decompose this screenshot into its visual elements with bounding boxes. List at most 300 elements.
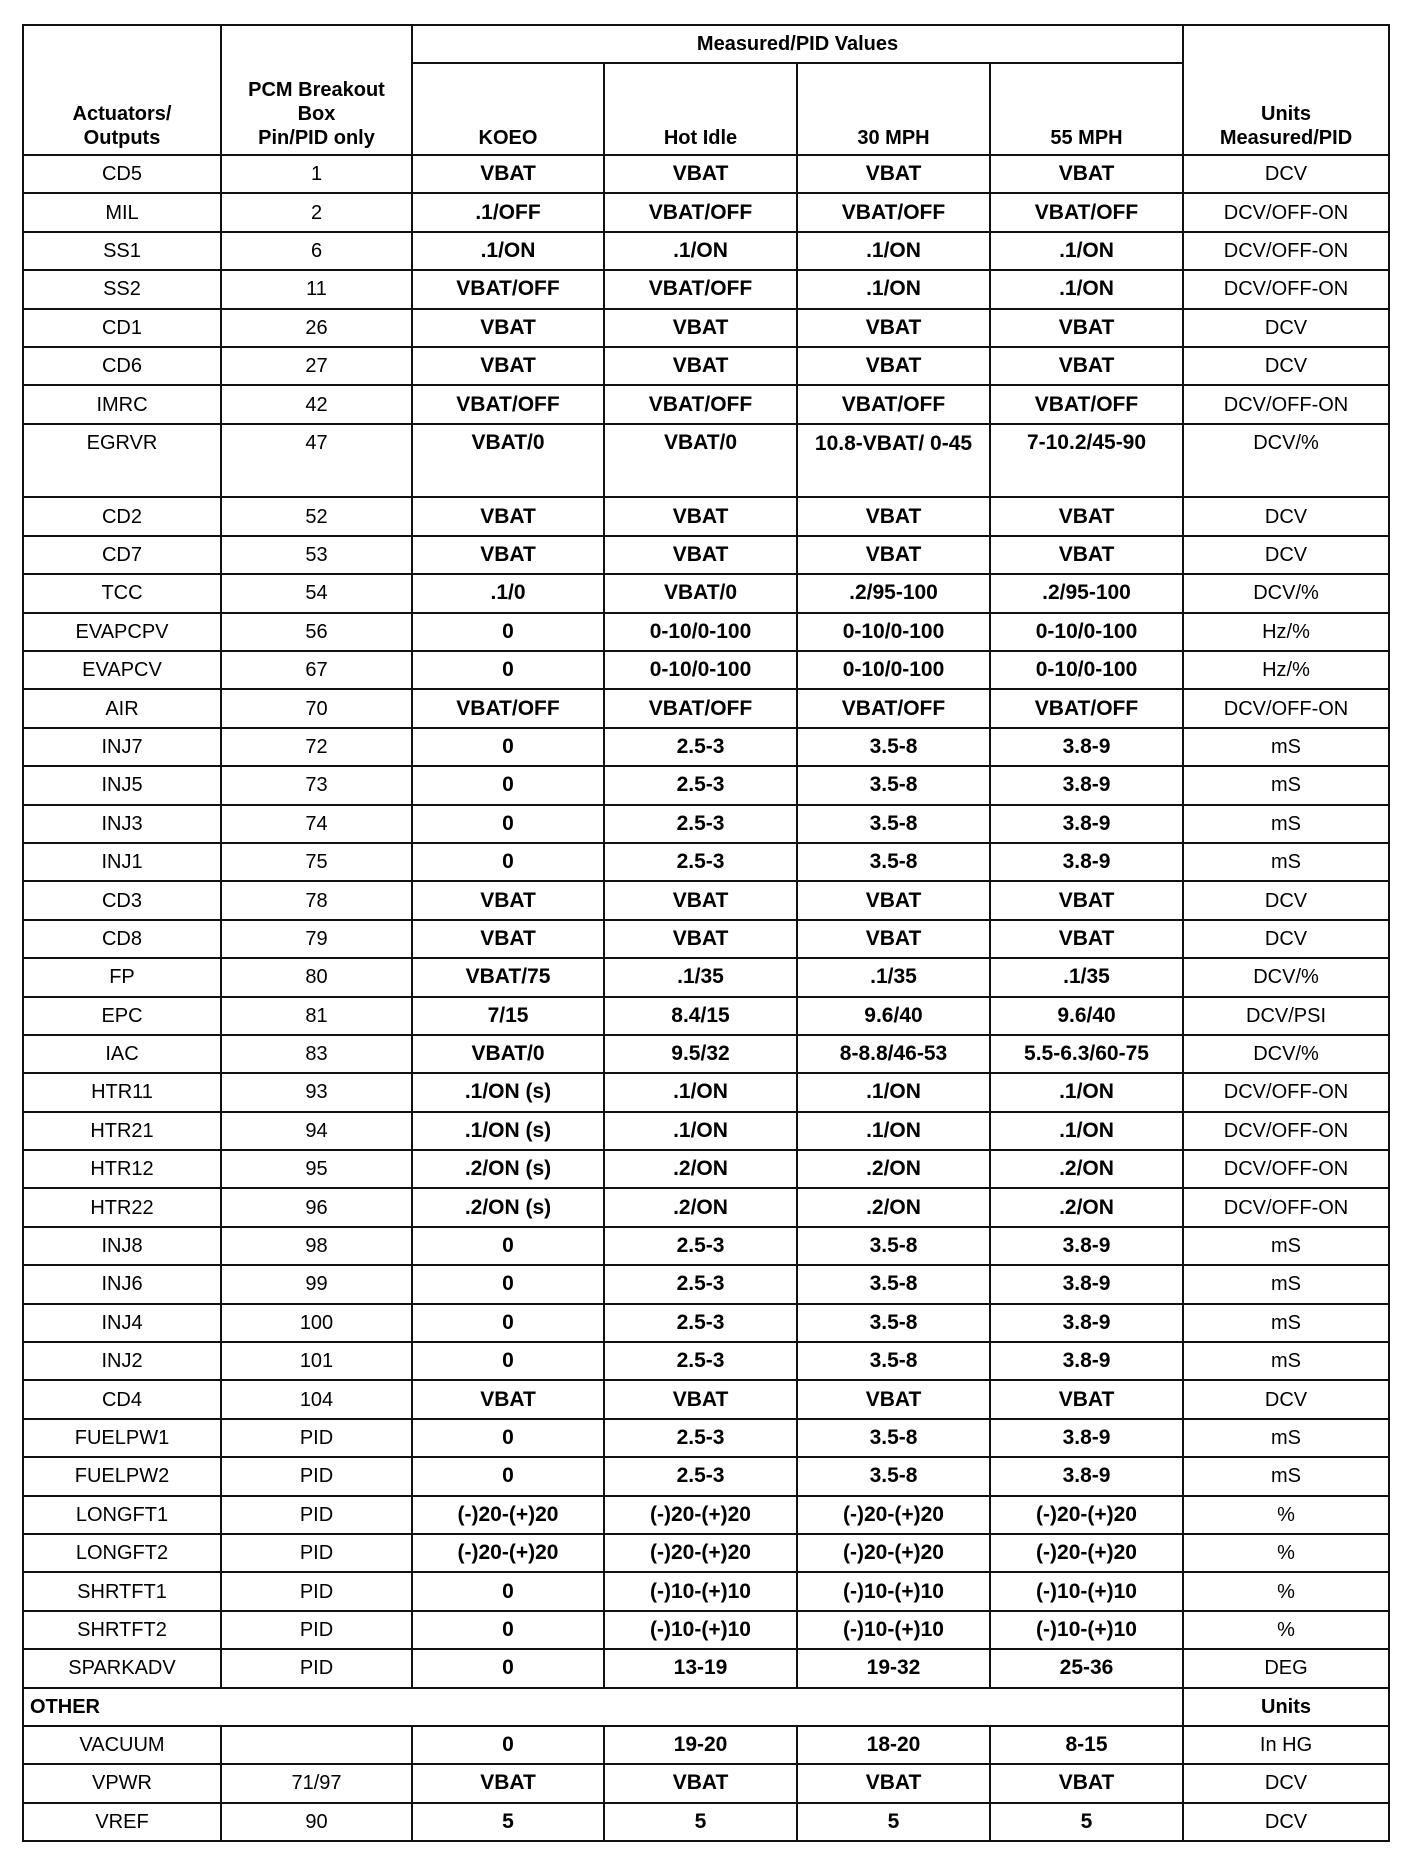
header-pcm-breakout: PCM Breakout Box Pin/PID only — [221, 25, 412, 155]
hot-idle-value: .1/ON — [604, 1073, 797, 1111]
table-row — [23, 881, 1389, 919]
pin-value: 80 — [221, 958, 412, 996]
table-row — [23, 689, 1389, 727]
table-row — [23, 1227, 1389, 1265]
mph55-value: 3.8-9 — [990, 728, 1183, 766]
actuator-name: INJ8 — [23, 1227, 221, 1265]
table-row — [23, 497, 1389, 535]
actuator-name: CD5 — [23, 155, 221, 193]
other-section — [23, 1688, 1389, 1841]
hot-idle-value: 2.5-3 — [604, 1265, 797, 1303]
koeo-value: VBAT/0 — [412, 1035, 604, 1073]
mph55-value: .2/95-100 — [990, 574, 1183, 612]
hot-idle-value: 0-10/0-100 — [604, 613, 797, 651]
mph55-value: 3.8-9 — [990, 1457, 1183, 1495]
mph30-value: 19-32 — [797, 1649, 990, 1688]
actuator-name: INJ1 — [23, 843, 221, 881]
koeo-value: VBAT — [412, 881, 604, 919]
table-row — [23, 155, 1389, 193]
mph30-value: 10.8-VBAT/ 0-45 — [797, 424, 990, 498]
koeo-value: 0 — [412, 651, 604, 689]
pin-value: 99 — [221, 1265, 412, 1303]
koeo-value: 0 — [412, 1726, 604, 1764]
mph30-value: 3.5-8 — [797, 1457, 990, 1495]
hot-idle-value: (-)10-(+)10 — [604, 1611, 797, 1649]
units-value: mS — [1183, 1227, 1389, 1265]
actuator-name: MIL — [23, 193, 221, 231]
koeo-value: 0 — [412, 613, 604, 651]
pin-value: 104 — [221, 1380, 412, 1418]
mph30-value: 3.5-8 — [797, 1265, 990, 1303]
table-row — [23, 1611, 1389, 1649]
pin-value: PID — [221, 1534, 412, 1572]
mph55-value: 7-10.2/45-90 — [990, 424, 1183, 498]
hot-idle-value: (-)10-(+)10 — [604, 1572, 797, 1610]
pin-value: 6 — [221, 232, 412, 270]
pin-value: 74 — [221, 805, 412, 843]
mph55-value: .1/ON — [990, 232, 1183, 270]
pin-value: 54 — [221, 574, 412, 612]
units-value: mS — [1183, 1419, 1389, 1457]
koeo-value: VBAT/OFF — [412, 270, 604, 308]
pin-value: 11 — [221, 270, 412, 308]
hot-idle-value: VBAT/OFF — [604, 193, 797, 231]
mph55-value: 0-10/0-100 — [990, 651, 1183, 689]
pin-value: 72 — [221, 728, 412, 766]
units-value: mS — [1183, 843, 1389, 881]
mph30-value: (-)20-(+)20 — [797, 1534, 990, 1572]
actuator-name: EGRVR — [23, 424, 221, 498]
pin-value: 53 — [221, 536, 412, 574]
koeo-value: 0 — [412, 1265, 604, 1303]
actuator-name: EVAPCV — [23, 651, 221, 689]
mph55-value: 3.8-9 — [990, 805, 1183, 843]
mph30-value: 8-8.8/46-53 — [797, 1035, 990, 1073]
koeo-value: 0 — [412, 1572, 604, 1610]
hot-idle-value: 13-19 — [604, 1649, 797, 1688]
mph30-value: .1/35 — [797, 958, 990, 996]
pin-value: 93 — [221, 1073, 412, 1111]
actuator-name: HTR21 — [23, 1112, 221, 1150]
actuator-name: INJ7 — [23, 728, 221, 766]
table-row — [23, 1188, 1389, 1226]
mph55-value: .1/ON — [990, 1112, 1183, 1150]
actuator-name: CD2 — [23, 497, 221, 535]
pin-value: 71/97 — [221, 1764, 412, 1802]
actuator-name: INJ4 — [23, 1304, 221, 1342]
koeo-value: .1/ON — [412, 232, 604, 270]
hot-idle-value: VBAT — [604, 155, 797, 193]
mph30-value: .1/ON — [797, 232, 990, 270]
pin-value: 78 — [221, 881, 412, 919]
units-value: DCV/OFF-ON — [1183, 193, 1389, 231]
units-value: mS — [1183, 1304, 1389, 1342]
hot-idle-value: VBAT/OFF — [604, 270, 797, 308]
table-row — [23, 1726, 1389, 1764]
koeo-value: (-)20-(+)20 — [412, 1496, 604, 1534]
table-row — [23, 1803, 1389, 1841]
hot-idle-value: VBAT — [604, 347, 797, 385]
units-value: DCV/OFF-ON — [1183, 385, 1389, 423]
actuator-name: SS2 — [23, 270, 221, 308]
units-value: mS — [1183, 1265, 1389, 1303]
mph30-value: VBAT/OFF — [797, 689, 990, 727]
pin-value: 81 — [221, 997, 412, 1035]
pin-value: 75 — [221, 843, 412, 881]
table-row — [23, 997, 1389, 1035]
units-value: DCV/% — [1183, 958, 1389, 996]
units-value: % — [1183, 1534, 1389, 1572]
mph30-value: .2/95-100 — [797, 574, 990, 612]
mph30-value: VBAT — [797, 536, 990, 574]
hot-idle-value: 2.5-3 — [604, 766, 797, 804]
actuator-name: VACUUM — [23, 1726, 221, 1764]
actuator-name: FP — [23, 958, 221, 996]
actuator-name: HTR22 — [23, 1188, 221, 1226]
hot-idle-value: .1/35 — [604, 958, 797, 996]
actuator-name: EPC — [23, 997, 221, 1035]
hot-idle-value: VBAT — [604, 309, 797, 347]
units-value: DCV — [1183, 347, 1389, 385]
header-measured-group: Measured/PID Values — [412, 25, 1183, 63]
koeo-value: 0 — [412, 1649, 604, 1688]
units-value: DCV — [1183, 1803, 1389, 1841]
mph55-value: 9.6/40 — [990, 997, 1183, 1035]
mph30-value: .1/ON — [797, 1112, 990, 1150]
mph30-value: .1/ON — [797, 270, 990, 308]
hot-idle-value: 2.5-3 — [604, 1227, 797, 1265]
table-row — [23, 536, 1389, 574]
actuator-name: HTR11 — [23, 1073, 221, 1111]
pin-value: 101 — [221, 1342, 412, 1380]
mph30-value: 3.5-8 — [797, 1419, 990, 1457]
header-55mph: 55 MPH — [990, 63, 1183, 155]
mph55-value: VBAT — [990, 881, 1183, 919]
pin-value — [221, 1726, 412, 1764]
mph30-value: VBAT — [797, 155, 990, 193]
units-value: DCV — [1183, 497, 1389, 535]
mph30-value: 3.5-8 — [797, 1342, 990, 1380]
mph30-value: 3.5-8 — [797, 843, 990, 881]
hot-idle-value: VBAT — [604, 1380, 797, 1418]
mph30-value: VBAT — [797, 881, 990, 919]
table-row — [23, 805, 1389, 843]
mph30-value: 3.5-8 — [797, 1227, 990, 1265]
mph30-value: VBAT/OFF — [797, 193, 990, 231]
table-row — [23, 1764, 1389, 1802]
units-value: Hz/% — [1183, 613, 1389, 651]
koeo-value: 0 — [412, 1419, 604, 1457]
table-row — [23, 1419, 1389, 1457]
mph55-value: 3.8-9 — [990, 843, 1183, 881]
koeo-value: VBAT — [412, 347, 604, 385]
table-row — [23, 1112, 1389, 1150]
hot-idle-value: (-)20-(+)20 — [604, 1534, 797, 1572]
hot-idle-value: 0-10/0-100 — [604, 651, 797, 689]
units-value: DCV — [1183, 155, 1389, 193]
actuator-name: HTR12 — [23, 1150, 221, 1188]
units-value: DCV — [1183, 881, 1389, 919]
mph55-value: .1/ON — [990, 1073, 1183, 1111]
pin-value: 90 — [221, 1803, 412, 1841]
header-30mph: 30 MPH — [797, 63, 990, 155]
mph30-value: VBAT — [797, 920, 990, 958]
hot-idle-value: .1/ON — [604, 1112, 797, 1150]
koeo-value: VBAT — [412, 309, 604, 347]
mph30-value: VBAT — [797, 1764, 990, 1802]
hot-idle-value: VBAT/0 — [604, 424, 797, 498]
koeo-value: VBAT/0 — [412, 424, 604, 498]
actuator-name: TCC — [23, 574, 221, 612]
hot-idle-value: 2.5-3 — [604, 1419, 797, 1457]
pin-value: PID — [221, 1649, 412, 1688]
units-value: mS — [1183, 805, 1389, 843]
units-value: DCV/% — [1183, 424, 1389, 498]
mph55-value: 5 — [990, 1803, 1183, 1841]
table-row — [23, 193, 1389, 231]
koeo-value: VBAT — [412, 1380, 604, 1418]
mph55-value: 3.8-9 — [990, 1227, 1183, 1265]
hot-idle-value: 2.5-3 — [604, 1457, 797, 1495]
pin-value: 26 — [221, 309, 412, 347]
header-hot-idle: Hot Idle — [604, 63, 797, 155]
header-actuators: Actuators/ Outputs — [23, 25, 221, 155]
mph55-value: 3.8-9 — [990, 1304, 1183, 1342]
actuator-name: INJ2 — [23, 1342, 221, 1380]
koeo-value: .1/OFF — [412, 193, 604, 231]
table-row — [23, 232, 1389, 270]
koeo-value: (-)20-(+)20 — [412, 1534, 604, 1572]
mph30-value: 0-10/0-100 — [797, 651, 990, 689]
hot-idle-value: VBAT — [604, 497, 797, 535]
actuator-name: FUELPW2 — [23, 1457, 221, 1495]
mph30-value: (-)20-(+)20 — [797, 1496, 990, 1534]
mph55-value: (-)20-(+)20 — [990, 1496, 1183, 1534]
table-row — [23, 1457, 1389, 1495]
units-value: DCV/OFF-ON — [1183, 1112, 1389, 1150]
mph30-value: .2/ON — [797, 1150, 990, 1188]
mph55-value: VBAT — [990, 1380, 1183, 1418]
mph55-value: VBAT — [990, 920, 1183, 958]
units-value: DCV/% — [1183, 574, 1389, 612]
pin-value: PID — [221, 1611, 412, 1649]
hot-idle-value: 5 — [604, 1803, 797, 1841]
hot-idle-value: VBAT — [604, 881, 797, 919]
pin-value: 1 — [221, 155, 412, 193]
hot-idle-value: VBAT — [604, 536, 797, 574]
actuator-name: INJ3 — [23, 805, 221, 843]
hot-idle-value: VBAT — [604, 920, 797, 958]
koeo-value: 7/15 — [412, 997, 604, 1035]
hot-idle-value: 9.5/32 — [604, 1035, 797, 1073]
mph55-value: 3.8-9 — [990, 1342, 1183, 1380]
table-row — [23, 1073, 1389, 1111]
units-value: In HG — [1183, 1726, 1389, 1764]
table-row — [23, 1342, 1389, 1380]
units-value: mS — [1183, 1342, 1389, 1380]
mph55-value: VBAT — [990, 1764, 1183, 1802]
mph30-value: VBAT — [797, 347, 990, 385]
other-units-label: Units — [1183, 1688, 1389, 1726]
koeo-value: 0 — [412, 1342, 604, 1380]
actuator-name: IMRC — [23, 385, 221, 423]
mph55-value: VBAT — [990, 536, 1183, 574]
koeo-value: 0 — [412, 766, 604, 804]
units-value: Hz/% — [1183, 651, 1389, 689]
units-value: DCV/OFF-ON — [1183, 1150, 1389, 1188]
pin-value: 73 — [221, 766, 412, 804]
pin-value: 96 — [221, 1188, 412, 1226]
pin-value: 83 — [221, 1035, 412, 1073]
actuator-name: CD8 — [23, 920, 221, 958]
table-row — [23, 766, 1389, 804]
pin-value: 79 — [221, 920, 412, 958]
table-body — [23, 155, 1389, 1688]
units-value: DCV/% — [1183, 1035, 1389, 1073]
header-units: Units Measured/PID — [1183, 25, 1389, 155]
units-value: DCV — [1183, 536, 1389, 574]
koeo-value: 0 — [412, 1227, 604, 1265]
actuator-name: INJ6 — [23, 1265, 221, 1303]
actuator-name: INJ5 — [23, 766, 221, 804]
other-label: OTHER — [23, 1688, 1183, 1726]
table-row — [23, 651, 1389, 689]
koeo-value: VBAT/OFF — [412, 385, 604, 423]
hot-idle-value: .1/ON — [604, 232, 797, 270]
pin-value: 2 — [221, 193, 412, 231]
koeo-value: .2/ON (s) — [412, 1188, 604, 1226]
mph55-value: 3.8-9 — [990, 1419, 1183, 1457]
mph30-value: 3.5-8 — [797, 805, 990, 843]
units-value: DCV — [1183, 1764, 1389, 1802]
actuator-name: LONGFT1 — [23, 1496, 221, 1534]
mph55-value: (-)20-(+)20 — [990, 1534, 1183, 1572]
actuator-name: LONGFT2 — [23, 1534, 221, 1572]
actuator-name: CD4 — [23, 1380, 221, 1418]
mph55-value: 8-15 — [990, 1726, 1183, 1764]
mph55-value: .2/ON — [990, 1188, 1183, 1226]
table-row — [23, 385, 1389, 423]
mph55-value: VBAT/OFF — [990, 385, 1183, 423]
mph55-value: 3.8-9 — [990, 766, 1183, 804]
mph55-value: VBAT — [990, 497, 1183, 535]
hot-idle-value: 2.5-3 — [604, 843, 797, 881]
hot-idle-value: 2.5-3 — [604, 728, 797, 766]
hot-idle-value: 2.5-3 — [604, 1342, 797, 1380]
hot-idle-value: .2/ON — [604, 1150, 797, 1188]
mph55-value: 5.5-6.3/60-75 — [990, 1035, 1183, 1073]
pin-value: PID — [221, 1457, 412, 1495]
koeo-value: .1/0 — [412, 574, 604, 612]
mph30-value: VBAT — [797, 1380, 990, 1418]
pin-value: 47 — [221, 424, 412, 498]
actuator-name: VPWR — [23, 1764, 221, 1802]
koeo-value: VBAT — [412, 920, 604, 958]
mph55-value: VBAT — [990, 309, 1183, 347]
pin-value: 70 — [221, 689, 412, 727]
mph30-value: 0-10/0-100 — [797, 613, 990, 651]
hot-idle-value: 8.4/15 — [604, 997, 797, 1035]
table-row — [23, 1572, 1389, 1610]
actuator-name: CD6 — [23, 347, 221, 385]
table-row — [23, 728, 1389, 766]
actuator-name: SHRTFT2 — [23, 1611, 221, 1649]
pin-value: PID — [221, 1419, 412, 1457]
mph55-value: .1/35 — [990, 958, 1183, 996]
hot-idle-value: VBAT/OFF — [604, 385, 797, 423]
hot-idle-value: VBAT/0 — [604, 574, 797, 612]
pin-value: 95 — [221, 1150, 412, 1188]
pin-value: 42 — [221, 385, 412, 423]
actuator-name: EVAPCPV — [23, 613, 221, 651]
pin-value: 27 — [221, 347, 412, 385]
pin-value: 94 — [221, 1112, 412, 1150]
koeo-value: VBAT — [412, 1764, 604, 1802]
table-row — [23, 424, 1389, 498]
pin-value: PID — [221, 1496, 412, 1534]
hot-idle-value: .2/ON — [604, 1188, 797, 1226]
table-row — [23, 958, 1389, 996]
pin-value: 98 — [221, 1227, 412, 1265]
units-value: DCV/OFF-ON — [1183, 689, 1389, 727]
table-row — [23, 1649, 1389, 1688]
mph55-value: 3.8-9 — [990, 1265, 1183, 1303]
units-value: % — [1183, 1611, 1389, 1649]
table-row — [23, 843, 1389, 881]
units-value: DCV — [1183, 309, 1389, 347]
actuator-name: IAC — [23, 1035, 221, 1073]
mph55-value: VBAT — [990, 155, 1183, 193]
koeo-value: 0 — [412, 728, 604, 766]
hot-idle-value: VBAT/OFF — [604, 689, 797, 727]
actuator-name: AIR — [23, 689, 221, 727]
koeo-value: 0 — [412, 1304, 604, 1342]
hot-idle-value: 2.5-3 — [604, 805, 797, 843]
mph55-value: 0-10/0-100 — [990, 613, 1183, 651]
pid-values-table — [22, 24, 1390, 1842]
mph30-value: (-)10-(+)10 — [797, 1611, 990, 1649]
units-value: DCV/OFF-ON — [1183, 1073, 1389, 1111]
mph30-value: VBAT — [797, 497, 990, 535]
units-value: DCV/OFF-ON — [1183, 232, 1389, 270]
pin-value: 67 — [221, 651, 412, 689]
table-row — [23, 347, 1389, 385]
koeo-value: .1/ON (s) — [412, 1112, 604, 1150]
units-value: mS — [1183, 728, 1389, 766]
mph55-value: .1/ON — [990, 270, 1183, 308]
hot-idle-value: (-)20-(+)20 — [604, 1496, 797, 1534]
hot-idle-value: 2.5-3 — [604, 1304, 797, 1342]
actuator-name: FUELPW1 — [23, 1419, 221, 1457]
mph55-value: (-)10-(+)10 — [990, 1572, 1183, 1610]
header-koeo: KOEO — [412, 63, 604, 155]
hot-idle-value: VBAT — [604, 1764, 797, 1802]
table-row — [23, 613, 1389, 651]
mph30-value: .2/ON — [797, 1188, 990, 1226]
koeo-value: VBAT/75 — [412, 958, 604, 996]
actuator-name: SHRTFT1 — [23, 1572, 221, 1610]
pin-value: 100 — [221, 1304, 412, 1342]
mph30-value: 3.5-8 — [797, 766, 990, 804]
units-value: DCV/OFF-ON — [1183, 270, 1389, 308]
table-row — [23, 1534, 1389, 1572]
koeo-value: 0 — [412, 843, 604, 881]
koeo-value: VBAT — [412, 497, 604, 535]
units-value: DCV/PSI — [1183, 997, 1389, 1035]
koeo-value: 5 — [412, 1803, 604, 1841]
table-row — [23, 574, 1389, 612]
mph30-value: 5 — [797, 1803, 990, 1841]
